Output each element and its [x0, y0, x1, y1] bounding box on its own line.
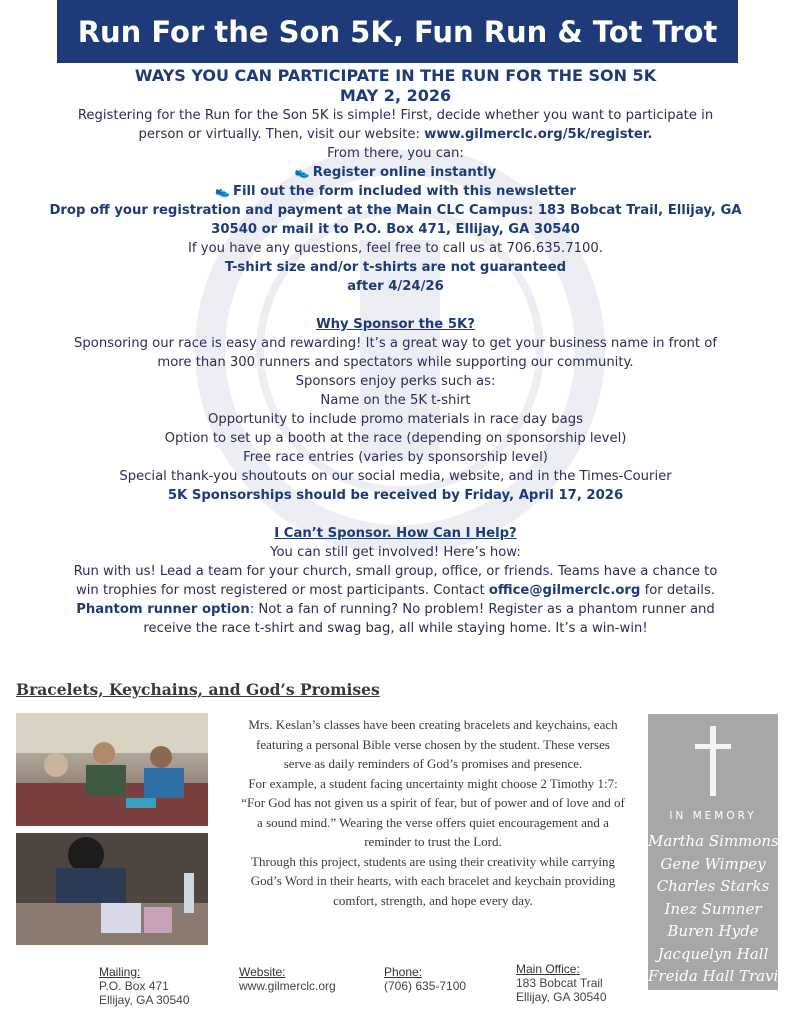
sponsor-perks-intro: Sponsors enjoy perks such as: — [295, 374, 496, 389]
classroom-photo-students — [16, 713, 208, 826]
dropoff-line-1: Drop off your registration and payment at the Main CLC Campus: 183 Bobcat Trail, Ellijay, GA — [49, 203, 742, 218]
phantom-line-1-text: : Not a fan of running? No problem! Register as a phantom runner and — [249, 602, 715, 617]
memorial-name: Jacquelyn Hall — [657, 944, 769, 963]
story-line: Through this project, students are using their creativity while carrying — [251, 853, 615, 869]
footer-mailing-line1: P.O. Box 471 — [99, 979, 169, 993]
sponsor-perk: Option to set up a booth at the race (depending on sponsorship level) — [164, 431, 627, 446]
footer-mailing-label: Mailing: — [99, 965, 141, 979]
questions-text: If you have any questions, feel free to call us at 706.635.7100. — [188, 241, 603, 256]
register-website-link[interactable]: www.gilmerclc.org/5k/register. — [424, 127, 653, 142]
cross-icon — [695, 726, 731, 796]
option-fill-form — [20, 182, 771, 201]
newsletter-title: Run For the Son 5K, Fun Run & Tot Trot — [77, 14, 718, 49]
team-line-2-end: for details. — [640, 583, 716, 598]
memorial-name: Buren Hyde — [667, 922, 759, 940]
option-register-online-label: Register online instantly — [312, 165, 497, 180]
footer-mailing-line2: Ellijay, GA 30540 — [99, 993, 190, 1007]
memorial-name: Martha Simmons — [648, 832, 779, 850]
race-date: MAY 2, 2026 — [339, 86, 452, 105]
memorial-names — [648, 830, 787, 988]
story-line: Mrs. Keslan’s classes have been creating bracelets and keychains, each — [248, 717, 618, 732]
sponsor-heading: Why Sponsor the 5K? — [316, 317, 475, 332]
story-line: God’s Word in their hearts, with each bracelet and keychain providing — [250, 873, 616, 888]
team-line-2 — [20, 581, 771, 600]
story-line: “For God has not given us a spirit of fear, but of power and of love and of — [241, 795, 625, 810]
bracelets-story — [218, 715, 648, 910]
option-fill-form-label: Fill out the form included with this newsletter — [233, 184, 576, 199]
sponsor-line-2: more than 300 runners and spectators while supporting our community. — [157, 355, 634, 370]
intro-line-1: Registering for the Run for the Son 5K is simple! First, decide whether you want to participate in — [77, 108, 714, 123]
footer-main-office — [516, 962, 607, 1004]
phantom-line-2: receive the race t-shirt and swag bag, all while staying home. It’s a win-win! — [143, 621, 648, 636]
tshirt-notice-1: T-shirt size and/or t-shirts are not guaranteed — [224, 260, 567, 275]
footer-office-line2: Ellijay, GA 30540 — [516, 990, 607, 1004]
footer-phone — [384, 965, 466, 993]
team-line-2-text: win trophies for most registered or most participants. Contact — [75, 583, 489, 598]
memorial-name: Inez Sumner — [664, 899, 762, 918]
memorial-name: Charles Starks — [656, 877, 770, 895]
footer-phone-number[interactable]: (706) 635-7100 — [384, 979, 467, 993]
story-line: comfort, strength, and hope every day. — [333, 892, 533, 908]
sponsor-perk: Name on the 5K t-shirt — [320, 393, 471, 408]
sponsor-perk: Opportunity to include promo materials in race day bags — [208, 412, 583, 427]
participate-heading: WAYS YOU CAN PARTICIPATE IN THE RUN FOR THE SON 5K — [134, 66, 657, 85]
running-shoe-icon: 👟 — [215, 184, 230, 198]
story-line: a sound mind.” Wearing the verse offers quiet encouragement and a — [257, 814, 609, 830]
help-heading: I Can’t Sponsor. How Can I Help? — [274, 526, 517, 541]
memorial-name: Freida Hall Travis — [648, 967, 787, 985]
newsletter-title-banner — [57, 0, 738, 63]
footer-website-label: Website: — [239, 965, 286, 979]
tshirt-notice-2: after 4/24/26 — [347, 279, 444, 294]
help-line-1: You can still get involved! Here’s how: — [270, 545, 521, 560]
sponsor-perk: Special thank-you shoutouts on our social media, website, and in the Times-Courier — [119, 469, 672, 484]
bracelets-section-title: Bracelets, Keychains, and God’s Promises — [16, 680, 380, 699]
from-there-text: From there, you can: — [327, 146, 464, 161]
story-line: For example, a student facing uncertainty might choose 2 Timothy 1:7: — [248, 775, 618, 791]
classroom-photo-crafting — [16, 833, 208, 945]
footer-phone-label: Phone: — [384, 965, 423, 979]
story-line: reminder to trust the Lord. — [364, 834, 502, 849]
dropoff-line-2: 30540 or mail it to P.O. Box 471, Ellijay, GA 30540 — [211, 222, 580, 237]
intro-line-2 — [20, 125, 771, 144]
footer-website-link[interactable]: www.gilmerclc.org — [239, 979, 336, 993]
story-line: serve as daily reminders of God’s promises and presence. — [283, 756, 583, 771]
footer-office-line1: 183 Bobcat Trail — [516, 976, 603, 990]
phantom-label: Phantom runner option — [76, 602, 250, 617]
in-memory-label: IN MEMORY — [669, 810, 757, 822]
phantom-line-1 — [20, 600, 771, 619]
running-shoe-icon: 👟 — [294, 165, 310, 179]
memorial-name: Gene Wimpey — [660, 854, 766, 873]
intro-line-2-text: person or virtually. Then, visit our website: — [138, 127, 425, 142]
footer-office-label: Main Office: — [516, 962, 580, 976]
footer-mailing — [99, 965, 190, 1007]
in-memory-panel — [648, 714, 787, 990]
sponsor-line-1: Sponsoring our race is easy and rewarding! It’s a great way to get your business name in front of — [74, 336, 717, 351]
contact-email-link[interactable]: office@gilmerclc.org — [488, 583, 641, 598]
sponsor-deadline: 5K Sponsorships should be received by Friday, April 17, 2026 — [167, 488, 624, 503]
team-line-1: Run with us! Lead a team for your church, small group, office, or friends. Teams have a chance to — [73, 564, 718, 579]
sponsor-perk: Free race entries (varies by sponsorship level) — [243, 450, 548, 465]
footer-website — [239, 965, 336, 993]
participate-section — [20, 66, 771, 638]
option-register-online — [20, 163, 771, 182]
story-line: featuring a personal Bible verse chosen by the student. These verses — [256, 736, 610, 752]
